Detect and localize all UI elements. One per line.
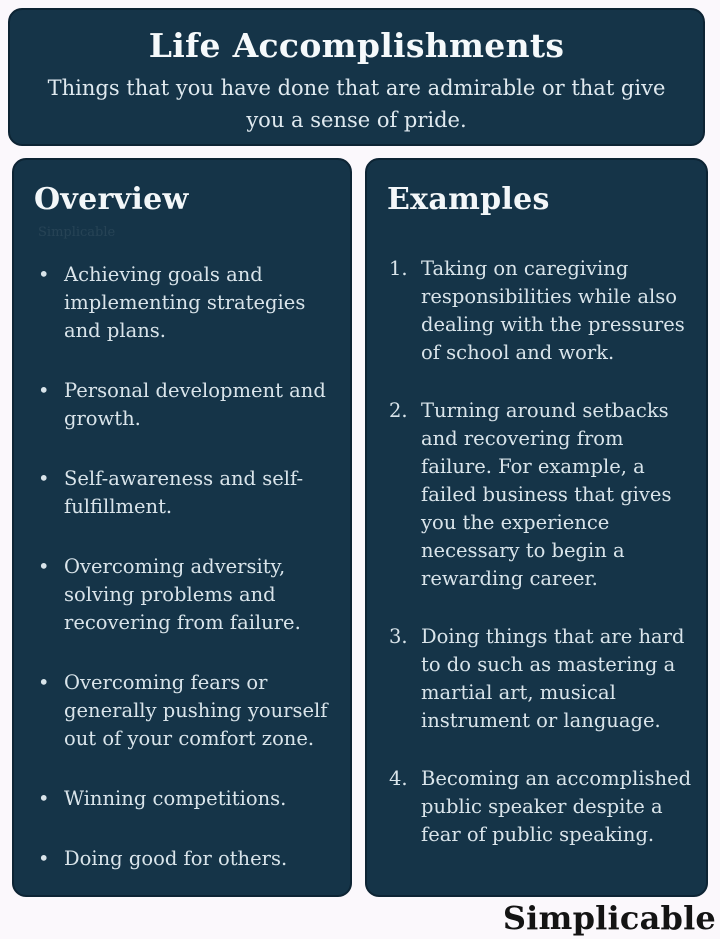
list-item (34, 465, 334, 521)
overview-list (34, 261, 334, 873)
number-marker: 1. (389, 257, 408, 280)
bullet-marker: • (38, 263, 50, 286)
header-panel (8, 8, 705, 146)
list-item (34, 377, 334, 433)
list-item (387, 623, 692, 735)
bullet-marker: • (38, 555, 50, 578)
footer (503, 897, 716, 939)
overview-panel (12, 158, 352, 897)
list-item-text: Achieving goals and implementing strategies and plans. (64, 263, 306, 342)
list-item (387, 255, 692, 367)
list-item-text: Doing things that are hard to do such as mastering a martial art, musical instrument or language. (421, 625, 685, 732)
list-item (387, 765, 692, 849)
list-item (34, 553, 334, 637)
examples-panel (365, 158, 708, 897)
overview-heading: Overview (34, 182, 189, 217)
bullet-marker: • (38, 379, 50, 402)
list-item-text: Winning competitions. (64, 787, 287, 810)
bullet-marker: • (38, 847, 50, 870)
examples-heading: Examples (387, 182, 550, 217)
list-item (34, 845, 334, 873)
list-item-text: Doing good for others. (64, 847, 288, 870)
list-item-text: Becoming an accomplished public speaker despite a fear of public speaking. (421, 767, 692, 846)
list-item-text: Overcoming adversity, solving problems and recovering from failure. (64, 555, 301, 634)
number-marker: 4. (389, 767, 408, 790)
list-item (34, 261, 334, 345)
bullet-marker: • (38, 671, 50, 694)
page-subtitle: Things that you have done that are admirable or that give you a sense of pride. (47, 76, 666, 132)
list-item-text: Turning around setbacks and recovering from failure. For example, a failed business that gives you the experience necessary to begin a rewarding career. (421, 399, 672, 590)
list-item-text: Overcoming fears or generally pushing yourself out of your comfort zone. (64, 671, 328, 750)
number-marker: 2. (389, 399, 408, 422)
watermark-text: Simplicable (38, 225, 116, 240)
page-title: Life Accomplishments (148, 26, 565, 65)
list-item-text: Taking on caregiving responsibilities while also dealing with the pressures of school and work. (421, 257, 685, 364)
list-item-text: Personal development and growth. (64, 379, 326, 430)
examples-list (387, 255, 692, 849)
list-item (34, 669, 334, 753)
content-columns (12, 158, 708, 897)
list-item (34, 785, 334, 813)
number-marker: 3. (389, 625, 408, 648)
bullet-marker: • (38, 467, 50, 490)
list-item (387, 397, 692, 593)
list-item-text: Self-awareness and self-fulfillment. (64, 467, 304, 518)
brand-logo: Simplicable (502, 899, 716, 937)
bullet-marker: • (38, 787, 50, 810)
